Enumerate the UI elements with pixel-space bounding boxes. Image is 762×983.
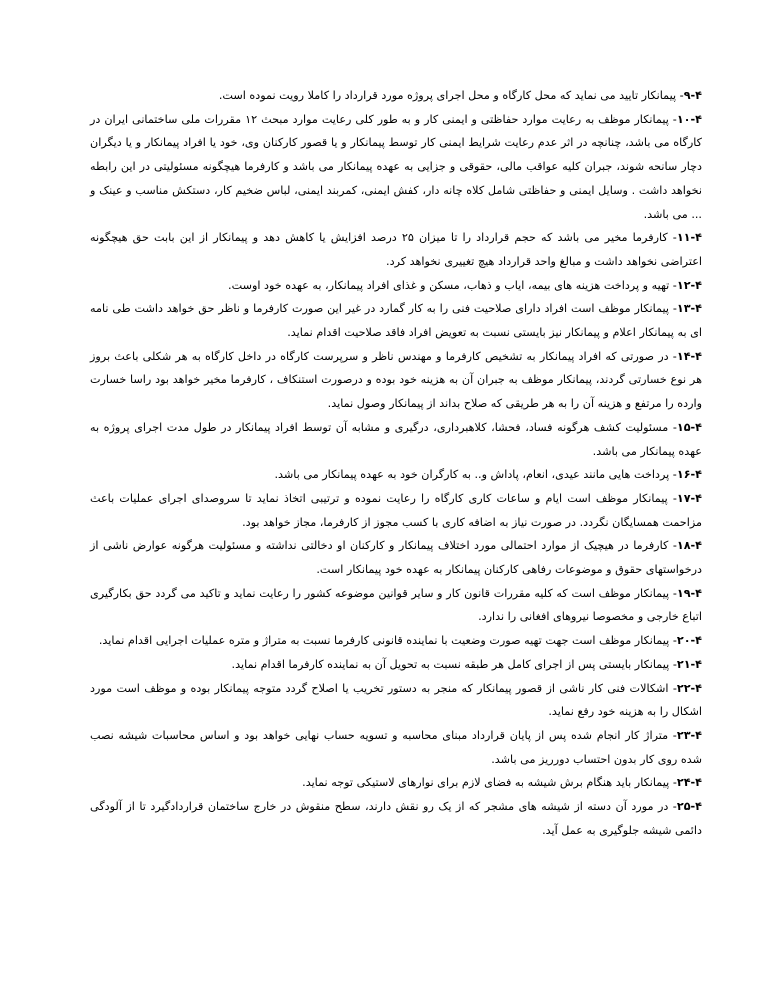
clause-text: - در صورتی که افراد پیمانکار به تشخیص کارفرما و مهندس ناظر و سرپرست کارگاه در داخل کارگاه به هر شکلی باعث بروز هر نوع خسارتی گردند، پیمانکار موظف به جبران آن به هزینه خود بوده و درصورت استنکاف ، کارفرما مخیر خواهد بود راسا خسارت وارده را مرتفع و هزینه آن را به هر طریقی که صلاح بداند از پیمانکار وصول نماید.	[90, 349, 702, 411]
clause-4-21	[90, 653, 702, 677]
clause-text: - پیمانکار بایستی پس از اجرای کامل هر طبقه نسبت به تحویل آن به نماینده کارفرما اقدام نماید.	[231, 657, 677, 671]
clause-number: ۲۵-۴	[676, 800, 702, 814]
clause-text: - پیمانکار موظف به رعایت موارد حفاظتی و ایمنی کار و به طور کلی رعایت موارد مبحث ۱۲ مقررات ملی ساختمانی ایران در کارگاه می باشد، چنانچه در اثر عدم رعایت شرایط ایمنی کار توسط پیمانکار و یا قصور کارکنان وی، خود یا افراد پیمانکار و یا دیگران دچار سانحه شوند، جبران کلیه عواقب مالی، حقوقی و جزایی به عهده پیمانکار می باشد و کارفرما هیچگونه مسئولیتی در این رابطه نخواهد داشت . وسایل ایمنی و حفاظتی شامل کلاه چانه دار، کفش ایمنی، کمربند ایمنی، لباس ضخیم کار، دستکش مناسب و عینک و ... می باشد.	[90, 112, 702, 221]
clause-4-25	[90, 795, 702, 842]
clause-text: - پیمانکار موظف است جهت تهیه صورت وضعیت با نماینده قانونی کارفرما نسبت به متراژ و متره عملیات اجرایی اقدام نماید.	[98, 634, 677, 648]
clause-number: ۱۹-۴	[676, 586, 702, 600]
clause-text: - پیمانکار تایید می نماید که محل کارگاه و محل اجرای پروژه مورد قرارداد را کاملا رویت نموده است.	[218, 89, 684, 102]
clause-4-11	[90, 226, 702, 273]
clause-text: - متراژ کار انجام شده پس از پایان قرارداد مبنای محاسبه و تسویه حساب نهایی خواهد بود و اساس محاسبات شیشه نصب شده روی کار بدون احتساب دورریز می باشد.	[90, 728, 702, 766]
clause-number: ۱۴-۴	[676, 349, 702, 363]
clause-4-10	[90, 108, 702, 227]
clause-number: ۱۲-۴	[676, 278, 702, 292]
clause-number: ۱۳-۴	[676, 302, 702, 316]
clause-number: ۲۴-۴	[676, 776, 702, 790]
clause-4-12	[90, 274, 702, 298]
clause-number: ۱۸-۴	[676, 539, 702, 553]
clause-text: - مسئولیت کشف هرگونه فساد، فحشا، کلاهبرداری، درگیری و مشابه آن توسط افراد پیمانکار در طول مدت اجرای پروژه به عهده پیمانکار می باشد.	[90, 420, 702, 458]
clause-text: - تهیه و پرداخت هزینه های بیمه، ایاب و ذهاب، مسکن و غذای افراد پیمانکار، به عهده خود اوست.	[228, 278, 677, 292]
clause-4-19	[90, 582, 702, 629]
clause-4-22	[90, 677, 702, 724]
clause-text: - پرداخت هایی مانند عیدی، انعام، پاداش و.. به کارگران خود به عهده پیمانکار می باشد.	[274, 468, 677, 482]
clause-text: - پیمانکار باید هنگام برش شیشه به فضای لازم برای نوارهای لاستیکی توجه نماید.	[302, 776, 677, 790]
clause-4-16	[90, 463, 702, 487]
clause-number: ۱۵-۴	[676, 420, 702, 434]
clause-number: ۲۰-۴	[676, 634, 702, 648]
clause-text: - کارفرما مخیر می باشد که حجم قرارداد را تا میزان ۲۵ درصد افزایش یا کاهش دهد و پیمانکار از این بابت حق هیچگونه اعتراضی نخواهد داشت و مبالغ واحد قرارداد هیچ تغییری نخواهد کرد.	[90, 231, 702, 268]
clause-4-9	[90, 84, 702, 108]
clause-text: - پیمانکار موظف است که کلیه مقررات قانون کار و سایر قوانین موضوعه کشور را رعایت نماید و تاکید می گردد حق بکارگیری اتباع خارجی و مخصوصا نیروهای افغانی را ندارد.	[90, 586, 702, 624]
clause-4-23	[90, 724, 702, 771]
clause-number: ۹-۴	[683, 89, 702, 102]
clause-4-18	[90, 534, 702, 581]
clause-4-13	[90, 297, 702, 344]
clause-4-20	[90, 629, 702, 653]
clause-4-24	[90, 771, 702, 795]
clause-number: ۱۱-۴	[676, 231, 702, 245]
clause-number: ۲۲-۴	[676, 681, 702, 695]
clause-4-17	[90, 487, 702, 534]
clause-text: - پیمانکار موظف است ایام و ساعات کاری کارگاه را رعایت نموده و ترتیبی اتخاذ نماید تا سروصدای اجرای عملیات باعث مزاحمت همسایگان نگردد. در صورت نیاز به اضافه کاری با کسب مجوز از کارفرما، مجاز خواهد بود.	[90, 491, 702, 529]
clause-number: ۱۰-۴	[676, 112, 702, 126]
clause-number: ۱۶-۴	[676, 468, 702, 482]
clause-text: - کارفرما در هیچیک از موارد احتمالی مورد اختلاف پیمانکار و کارکنان او دخالتی نداشته و مسئولیت هرگونه عوارض ناشی از درخواستهای حقوق و موضوعات رفاهی کارکنان پیمانکار به عهده خود پیمانکار است.	[90, 539, 702, 577]
clause-text: - در مورد آن دسته از شیشه های مشجر که از یک رو نقش دارند، سطح منقوش در خارج ساختمان قراردادگیرد تا از آلودگی دائمی شیشه جلوگیری به عمل آید.	[90, 800, 702, 837]
clause-text: - اشکالات فنی کار ناشی از قصور پیمانکار که منجر به دستور تخریب یا اصلاح گردد متوجه پیمانکار بوده و موظف است مورد اشکال را به هزینه خود رفع نماید.	[90, 681, 702, 719]
clause-4-15	[90, 416, 702, 463]
clause-number: ۱۷-۴	[676, 491, 702, 505]
clause-text: - پیمانکار موظف است افراد دارای صلاحیت فنی را به کار گمارد در غیر این صورت کارفرما و ناظر حق خواهد داشت طی نامه ای به پیمانکار اعلام و پیمانکار نیز بایستی نسبت به تعویض افراد فاقد صلاحیت اقدام نماید.	[90, 302, 702, 340]
document-page	[90, 84, 702, 843]
clause-number: ۲۱-۴	[676, 657, 702, 671]
clause-4-14	[90, 345, 702, 416]
clause-number: ۲۳-۴	[676, 728, 702, 742]
